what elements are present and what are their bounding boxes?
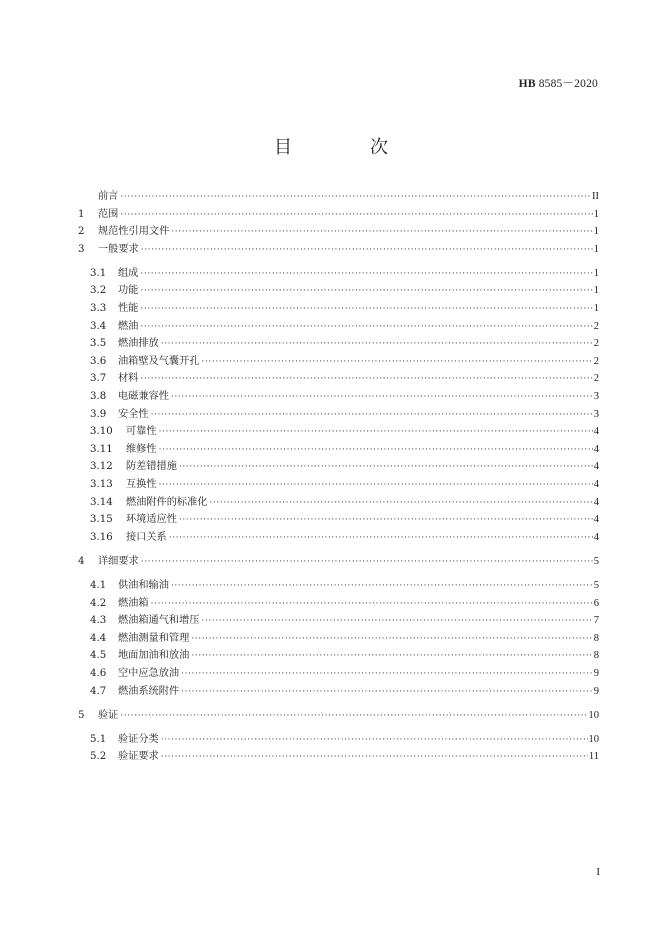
toc-leader-dots <box>171 389 593 407</box>
toc-leader-dots <box>179 459 593 477</box>
toc-entry-number: 3.12 <box>90 461 113 473</box>
toc-entry-number: 5.1 <box>90 733 107 745</box>
toc-entry[interactable] <box>78 441 599 459</box>
toc-entry-label: 燃油附件的标准化 <box>126 496 208 508</box>
toc-entry-number: 3.1 <box>90 267 107 279</box>
toc-leader-dots <box>171 224 592 242</box>
toc-entry-page: 9 <box>593 667 599 679</box>
toc-entry-page: 3 <box>593 391 599 403</box>
toc-entry-number: 1 <box>78 208 85 220</box>
toc-entry-page: 1 <box>593 226 599 238</box>
standard-code <box>519 75 598 91</box>
toc-entry-number: 3.4 <box>90 320 107 332</box>
toc-entry-label: 电磁兼容性 <box>118 391 169 403</box>
toc-entry-page: 1 <box>593 303 599 315</box>
toc-entry-page: II <box>592 191 599 202</box>
toc-entry-label: 验证分类 <box>118 733 159 745</box>
toc-entry[interactable] <box>78 370 599 388</box>
toc-entry[interactable] <box>78 665 599 683</box>
toc-entry[interactable] <box>78 300 599 318</box>
toc-entry[interactable] <box>78 707 599 725</box>
toc-entry[interactable] <box>78 494 599 512</box>
page-number: I <box>596 866 600 878</box>
toc-leader-dots <box>140 301 592 319</box>
toc-entry-page: 8 <box>593 632 599 644</box>
toc-entry-label: 燃油系统附件 <box>118 685 180 697</box>
page-title: 目 次 <box>274 137 418 158</box>
toc-entry[interactable] <box>78 630 599 648</box>
toc-entry-label: 维修性 <box>126 443 157 455</box>
toc-leader-dots <box>191 631 592 649</box>
toc-entry-label: 接口关系 <box>126 531 167 543</box>
toc-entry-number: 2 <box>78 226 85 238</box>
toc-entry[interactable] <box>78 476 599 494</box>
toc-entry-number: 3.16 <box>90 531 113 543</box>
toc-entry[interactable] <box>78 647 599 665</box>
toc-entry-number: 5.2 <box>90 751 107 763</box>
toc-entry-label: 燃油排放 <box>118 338 159 350</box>
toc-leader-dots <box>141 242 593 260</box>
toc-entry-label: 燃油测量和管理 <box>118 632 190 644</box>
toc-entry-label: 燃油 <box>118 320 139 332</box>
toc-entry-label: 功能 <box>118 285 139 297</box>
toc-entry-label: 安全性 <box>118 408 149 420</box>
toc-leader-dots <box>191 648 592 666</box>
toc-entry-number: 3 <box>78 243 85 255</box>
toc-entry-page: 2 <box>593 373 599 385</box>
toc-entry-label: 验证要求 <box>118 751 159 763</box>
toc-entry-label: 前言 <box>98 191 119 202</box>
toc-entry-page: 5 <box>593 555 599 567</box>
toc-entry-page: 7 <box>593 615 599 627</box>
toc-entry-page: 4 <box>593 496 599 508</box>
toc-entry[interactable] <box>78 241 599 259</box>
toc-entry[interactable] <box>78 265 599 283</box>
toc-entry-label: 供油和输油 <box>118 579 169 591</box>
toc-entry-page: 4 <box>593 531 599 543</box>
toc-leader-dots <box>171 578 593 596</box>
toc-entry[interactable] <box>78 529 599 547</box>
toc-entry-page: 4 <box>593 461 599 473</box>
toc-entry-number: 4.1 <box>90 579 107 591</box>
toc-entry-label: 组成 <box>118 267 139 279</box>
toc-entry[interactable] <box>78 683 599 701</box>
toc-leader-dots <box>120 189 591 207</box>
toc-entry-number: 4.5 <box>90 650 107 662</box>
toc-leader-dots <box>202 354 593 372</box>
toc-entry-label: 地面加油和放油 <box>118 650 190 662</box>
toc-entry-label: 互换性 <box>126 479 157 490</box>
toc-entry-number: 3.6 <box>90 355 107 367</box>
toc-entry[interactable] <box>78 612 599 630</box>
toc-entry[interactable] <box>78 206 599 224</box>
toc-leader-dots <box>151 596 593 614</box>
toc-entry[interactable] <box>78 458 599 476</box>
toc-leader-dots <box>159 477 593 495</box>
toc-entry-page: 1 <box>593 243 599 255</box>
toc-entry-number: 4 <box>78 555 85 567</box>
toc-entry[interactable] <box>78 223 599 241</box>
toc-entry-page: 1 <box>593 267 599 279</box>
toc-entry-page: 10 <box>588 709 599 721</box>
toc-leader-dots <box>169 530 593 548</box>
toc-leader-dots <box>159 424 593 442</box>
toc-entry-number: 4.6 <box>90 667 107 679</box>
toc-leader-dots <box>140 371 592 389</box>
standard-prefix: HB <box>518 78 536 90</box>
toc-entry-number: 3.2 <box>90 285 107 297</box>
toc-leader-dots <box>140 266 592 284</box>
toc-entry-number: 3.14 <box>90 496 113 508</box>
toc-leader-dots <box>210 495 593 513</box>
toc-entry-label: 范围 <box>98 208 119 220</box>
toc-entry-label: 防差错措施 <box>126 461 177 473</box>
toc-entry-number: 3.5 <box>90 338 107 350</box>
toc-entry-label: 性能 <box>118 303 139 315</box>
toc-entry[interactable] <box>78 188 599 206</box>
toc-entry-label: 规范性引用文件 <box>98 226 170 238</box>
toc-leader-dots <box>161 732 588 750</box>
toc-entry-page: 6 <box>593 597 599 609</box>
toc-entry-page: 1 <box>593 285 599 297</box>
toc-entry-label: 油箱壁及气囊开孔 <box>118 355 200 367</box>
toc-entry-number: 3.10 <box>90 426 113 438</box>
toc-entry[interactable] <box>78 406 599 424</box>
toc-entry-page: 5 <box>593 579 599 591</box>
toc-entry-page: 11 <box>588 751 599 763</box>
toc-leader-dots <box>140 319 592 337</box>
toc-entry[interactable] <box>78 511 599 529</box>
toc-entry-page: 2 <box>593 338 599 350</box>
toc-entry-page: 4 <box>593 426 599 438</box>
toc-entry-number: 4.3 <box>90 615 107 627</box>
toc-entry[interactable] <box>78 731 599 749</box>
toc-leader-dots <box>120 708 587 726</box>
toc-entry-page: 3 <box>593 408 599 420</box>
toc-entry-number: 4.7 <box>90 685 107 697</box>
toc-leader-dots <box>161 336 593 354</box>
toc-entry-label: 空中应急放油 <box>118 667 180 679</box>
toc-entry-page: 4 <box>593 514 599 526</box>
toc-entry-page: 1 <box>593 208 599 220</box>
toc-entry-label: 详细要求 <box>98 555 139 567</box>
toc-entry[interactable] <box>78 748 599 766</box>
toc-entry-page: 2 <box>593 320 599 332</box>
table-of-contents <box>78 188 599 766</box>
toc-entry-number: 5 <box>78 709 85 721</box>
toc-entry-number: 4.2 <box>90 597 107 609</box>
toc-entry-label: 验证 <box>98 709 119 721</box>
toc-entry[interactable] <box>78 335 599 353</box>
toc-entry[interactable] <box>78 595 599 613</box>
toc-leader-dots <box>140 283 592 301</box>
toc-entry-number: 3.9 <box>90 408 107 420</box>
toc-entry-page: 2 <box>593 355 599 367</box>
toc-entry-page: 9 <box>593 685 599 697</box>
toc-entry-page: 4 <box>593 479 599 490</box>
toc-entry-label: 可靠性 <box>126 426 157 438</box>
toc-entry[interactable] <box>78 388 599 406</box>
toc-leader-dots <box>120 207 592 225</box>
toc-entry-number: 3.13 <box>90 479 113 490</box>
toc-entry-label: 环境适应性 <box>126 514 177 526</box>
toc-entry-number: 3.15 <box>90 514 113 526</box>
toc-entry-page: 8 <box>593 650 599 662</box>
toc-leader-dots <box>151 407 593 425</box>
toc-entry-label: 燃油箱 <box>118 597 149 609</box>
toc-leader-dots <box>181 666 593 684</box>
toc-entry-number: 3.7 <box>90 373 107 385</box>
toc-entry[interactable] <box>78 577 599 595</box>
toc-entry-number: 4.4 <box>90 632 107 644</box>
toc-leader-dots <box>161 749 588 767</box>
toc-entry-label: 燃油箱通气和增压 <box>118 615 200 627</box>
toc-leader-dots <box>179 512 593 530</box>
toc-entry-page: 4 <box>593 443 599 455</box>
toc-entry-number: 3.8 <box>90 391 107 403</box>
toc-leader-dots <box>159 442 593 460</box>
toc-entry[interactable] <box>78 423 599 441</box>
standard-number: 8585－2020 <box>538 78 598 90</box>
toc-leader-dots <box>141 554 593 572</box>
toc-entry-number: 3.11 <box>90 443 113 455</box>
toc-entry-number: 3.3 <box>90 303 107 315</box>
toc-entry-page: 10 <box>588 733 599 745</box>
toc-entry[interactable] <box>78 353 599 371</box>
toc-entry[interactable] <box>78 553 599 571</box>
toc-entry-label: 材料 <box>118 373 139 385</box>
toc-leader-dots <box>202 613 593 631</box>
toc-entry-label: 一般要求 <box>98 243 139 255</box>
toc-leader-dots <box>181 684 593 702</box>
toc-entry[interactable] <box>78 318 599 336</box>
toc-entry[interactable] <box>78 282 599 300</box>
